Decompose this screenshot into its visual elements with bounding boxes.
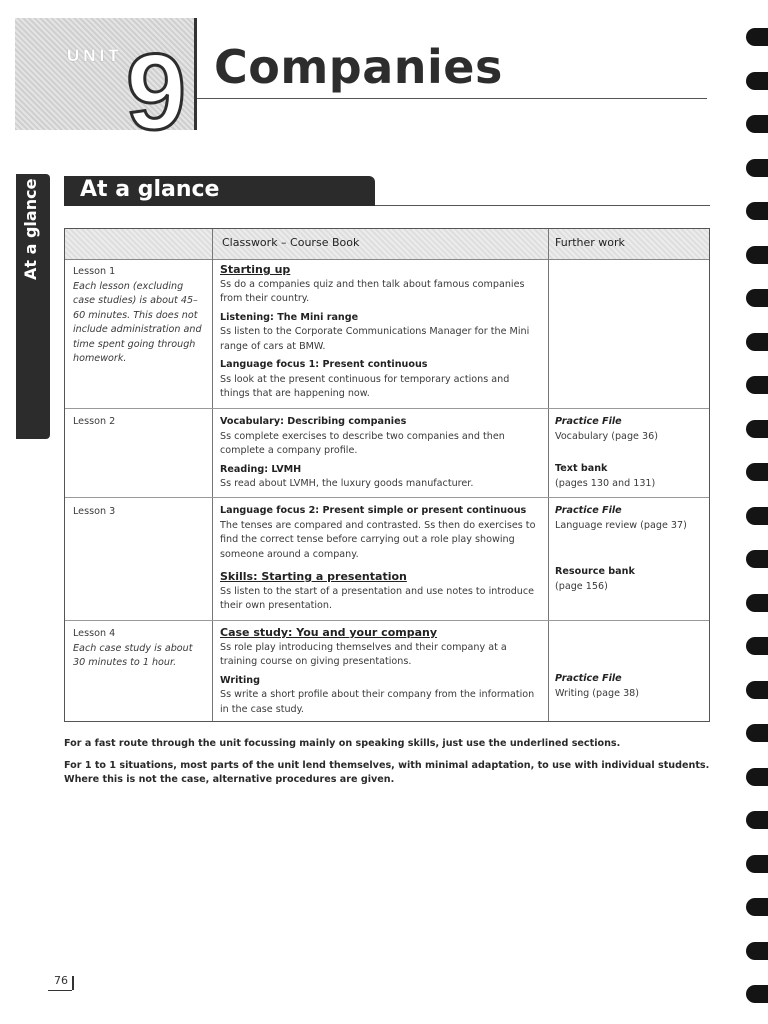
binding-ring — [746, 246, 768, 264]
lesson-table — [64, 228, 710, 722]
activity-heading: Skills: Starting a presentation — [220, 570, 407, 583]
binding-ring — [746, 550, 768, 568]
unit-badge — [15, 18, 195, 152]
further-heading: Practice File — [555, 673, 622, 684]
binding-ring — [746, 420, 768, 438]
activity-heading: Language focus 2: Present simple or present continuous — [220, 505, 527, 516]
table-row-3-further — [555, 504, 705, 594]
page-number-rule — [48, 990, 72, 991]
unit-label: UNIT — [67, 46, 123, 65]
table-row-4-further — [555, 672, 705, 701]
col-divider — [548, 229, 549, 721]
binding-ring — [746, 637, 768, 655]
section-title: At a glance — [80, 177, 220, 202]
page-number: 76 — [54, 974, 68, 987]
further-text: Vocabulary (page 36) — [555, 430, 658, 442]
further-heading: Text bank — [555, 463, 608, 474]
binding-ring — [746, 811, 768, 829]
unit-number: 9 — [125, 31, 187, 152]
activity-text: The tenses are compared and contrasted. Ss then do exercises to find the correct tense before carrying out a role play showing someone around a company. — [220, 519, 536, 560]
binding-ring — [746, 72, 768, 90]
col-header-further: Further work — [555, 236, 625, 249]
activity-text: Ss read about LVMH, the luxury goods manufacturer. — [220, 478, 474, 489]
binding-ring — [746, 463, 768, 481]
binding-ring — [746, 507, 768, 525]
binding-ring — [746, 333, 768, 351]
binding-ring — [746, 898, 768, 916]
activity-heading: Starting up — [220, 263, 291, 276]
binding-ring — [746, 115, 768, 133]
table-row-4-classwork — [220, 626, 542, 717]
activity-heading: Vocabulary: Describing companies — [220, 416, 407, 427]
lesson-label: Lesson 4 — [73, 628, 116, 639]
section-rule — [375, 205, 710, 206]
side-tab-label: At a glance — [21, 178, 40, 280]
activity-text: Ss listen to the Corporate Communications Manager for the Mini range of cars at BMW. — [220, 326, 530, 352]
table-row-3-lesson — [73, 505, 207, 520]
binding-ring — [746, 942, 768, 960]
row-divider — [65, 620, 709, 621]
col-divider — [212, 229, 213, 721]
further-heading: Practice File — [555, 416, 622, 427]
further-text: Writing (page 38) — [555, 687, 640, 699]
activity-heading: Language focus 1: Present continuous — [220, 359, 428, 370]
activity-text: Ss listen to the start of a presentation and use notes to introduce their own presentation. — [220, 585, 535, 611]
activity-text: Ss do a companies quiz and then talk about famous companies from their country. — [220, 278, 525, 304]
binding-ring — [746, 855, 768, 873]
further-heading: Practice File — [555, 505, 622, 516]
table-row-3-classwork — [220, 504, 542, 614]
binding-ring — [746, 202, 768, 220]
binding-ring — [746, 289, 768, 307]
unit-divider — [194, 18, 197, 130]
activity-text: Ss complete exercises to describe two companies and then complete a company profile. — [220, 430, 505, 456]
lesson-label: Lesson 2 — [73, 416, 116, 427]
section-title-bar — [64, 176, 375, 206]
binding-ring — [746, 28, 768, 46]
title-rule — [197, 98, 707, 99]
binding-ring — [746, 724, 768, 742]
activity-heading: Listening: The Mini range — [220, 311, 359, 323]
further-text: (pages 130 and 131) — [555, 477, 656, 489]
lesson-label: Lesson 3 — [73, 506, 116, 517]
activity-heading: Reading: LVMH — [220, 463, 302, 475]
side-tab — [16, 174, 50, 439]
further-heading: Resource bank — [555, 566, 635, 577]
binding-ring — [746, 376, 768, 394]
further-text: Language review (page 37) — [555, 519, 687, 531]
activity-heading: Writing — [220, 674, 261, 686]
further-text: (page 156) — [555, 580, 608, 592]
footnote-fast-route: For a fast route through the unit focussing mainly on speaking skills, just use the underlined sections. — [64, 738, 621, 749]
table-row-2-lesson — [73, 415, 207, 430]
activity-text: Ss write a short profile about their company from the information in the case study. — [220, 689, 535, 715]
binding-ring — [746, 594, 768, 612]
binding-ring — [746, 985, 768, 1003]
page-title: Companies — [214, 40, 503, 94]
row-divider — [65, 497, 709, 498]
table-row-1-classwork — [220, 263, 542, 402]
binding-ring — [746, 159, 768, 177]
table-row-2-further — [555, 415, 705, 491]
activity-heading: Case study: You and your company — [220, 626, 438, 639]
lesson-note: Each lesson (excluding case studies) is about 45–60 minutes. This does not include administration and time spent going through homework. — [73, 280, 202, 364]
table-row-4-lesson — [73, 627, 207, 671]
activity-text: Ss role play introducing themselves and their company at a training course on giving presentations. — [220, 641, 507, 667]
col-header-classwork: Classwork – Course Book — [222, 236, 360, 249]
lesson-label: Lesson 1 — [73, 266, 116, 277]
row-divider — [65, 408, 709, 409]
table-header — [65, 229, 709, 260]
table-row-2-classwork — [220, 415, 542, 492]
binding-ring — [746, 681, 768, 699]
binding-ring — [746, 768, 768, 786]
lesson-note: Each case study is about 30 minutes to 1 hour. — [73, 642, 193, 668]
footnote-one-to-one: For 1 to 1 situations, most parts of the unit lend themselves, with minimal adaptation, to use with individual students. Where this is not the case, alternative procedures are given. — [64, 760, 710, 785]
page-number-tick — [72, 976, 74, 990]
activity-text: Ss look at the present continuous for temporary actions and things that are happening now. — [220, 373, 510, 399]
table-row-1-lesson — [73, 265, 207, 367]
